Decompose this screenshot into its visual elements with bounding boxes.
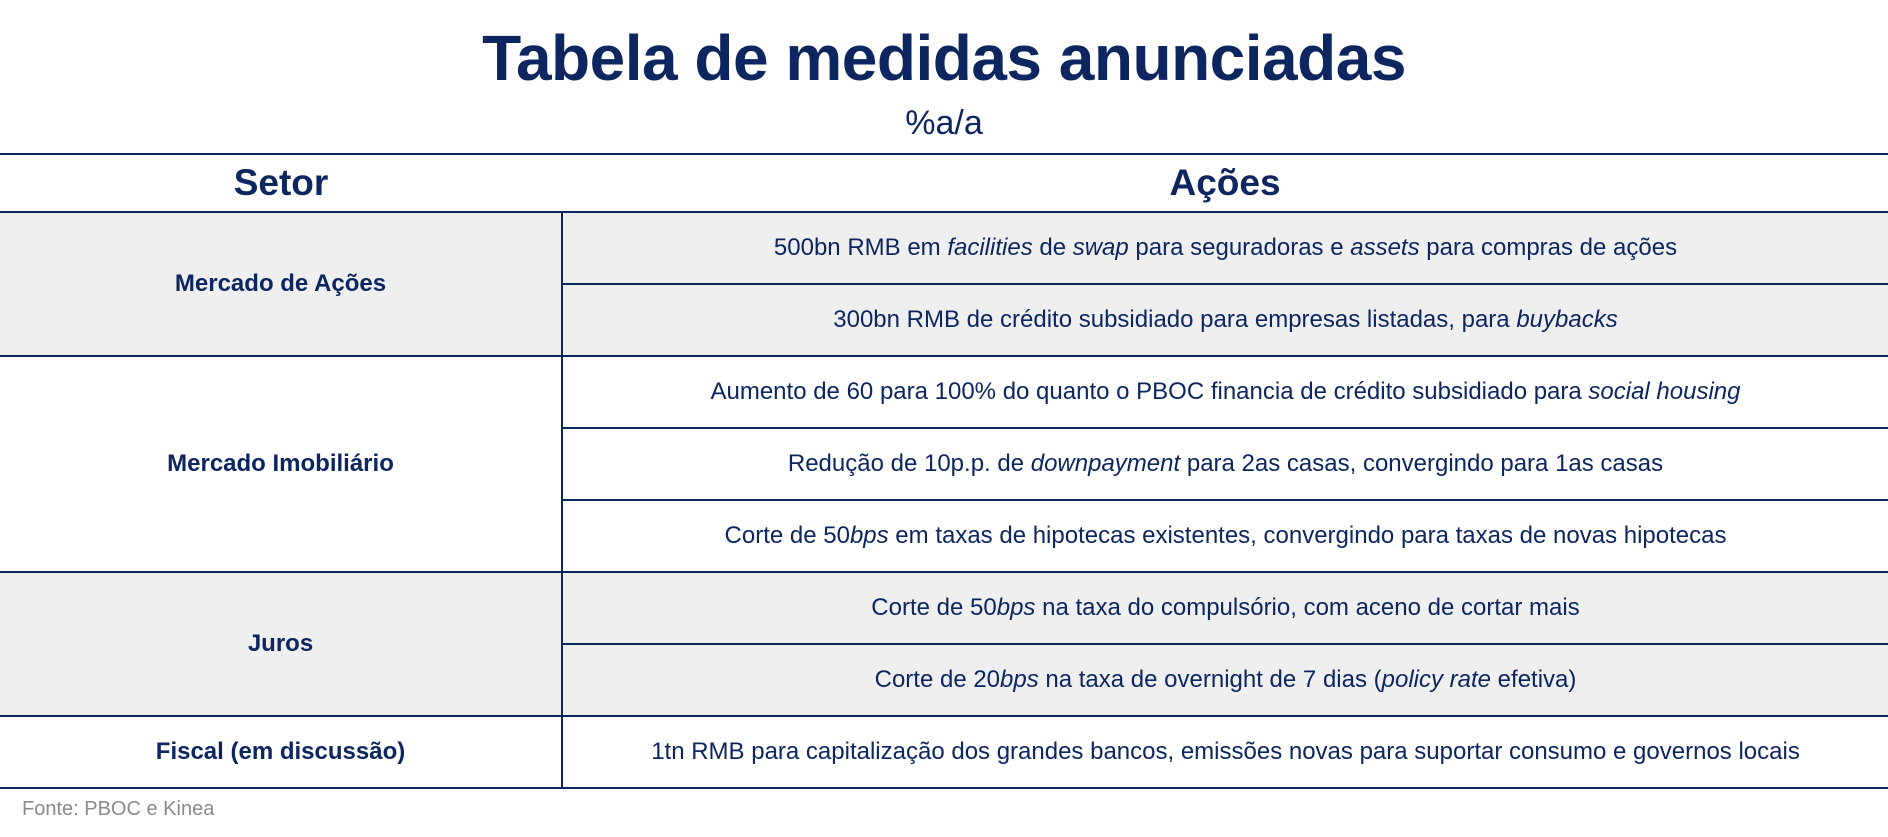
- action-text: na taxa de overnight de 7 dias (: [1038, 666, 1382, 693]
- action-cell: [562, 716, 1888, 788]
- table-row: [0, 356, 1888, 428]
- table-body: [0, 212, 1888, 788]
- action-text: de: [1032, 234, 1073, 261]
- action-text: para 2as casas, convergindo para 1as casas: [1180, 450, 1664, 477]
- action-text: Aumento de 60 para 100% do quanto o PBOC financia de crédito subsidiado para: [710, 378, 1589, 405]
- sector-cell: Mercado de Ações: [0, 212, 562, 356]
- table-header-row: [0, 154, 1888, 212]
- measures-table: [0, 153, 1888, 789]
- action-text-italic: buybacks: [1516, 306, 1618, 333]
- action-text: em taxas de hipotecas existentes, convergindo para taxas de novas hipotecas: [888, 522, 1727, 549]
- sector-cell: Mercado Imobiliário: [0, 356, 562, 572]
- action-text: Redução de 10p.p. de: [787, 450, 1031, 477]
- page-title: Tabela de medidas anunciadas: [482, 22, 1406, 94]
- page-subtitle: %a/a: [905, 104, 983, 142]
- action-text-italic: facilities: [947, 234, 1033, 261]
- sector-cell: Juros: [0, 572, 562, 716]
- action-text: para seguradoras e: [1128, 234, 1351, 261]
- action-cell: [562, 572, 1888, 644]
- header-setor: Setor: [0, 154, 562, 212]
- action-text: Corte de 50: [871, 594, 997, 621]
- action-text-italic: bps: [996, 594, 1036, 621]
- action-text: 500bn RMB em: [773, 234, 948, 261]
- sector-cell: Fiscal (em discussão): [0, 716, 562, 788]
- action-text-italic: downpayment: [1030, 450, 1181, 477]
- action-text: Corte de 20: [874, 666, 1001, 693]
- action-text: efetiva): [1491, 666, 1577, 693]
- action-cell: [562, 284, 1888, 356]
- action-text-italic: swap: [1072, 234, 1129, 261]
- action-text-italic: bps: [849, 522, 889, 549]
- action-text: Corte de 50: [724, 522, 850, 549]
- action-text-italic: policy rate: [1381, 666, 1492, 693]
- header-acoes: Ações: [562, 154, 1888, 212]
- action-text: 1tn RMB para capitalização dos grandes bancos, emissões novas para suportar consumo e governos locais: [651, 738, 1800, 765]
- action-text: 300bn RMB de crédito subsidiado para empresas listadas, para: [833, 306, 1517, 333]
- action-text-italic: bps: [1000, 666, 1039, 693]
- action-cell: [562, 644, 1888, 716]
- action-cell: [562, 212, 1888, 284]
- source-note: Fonte: PBOC e Kinea: [22, 798, 215, 820]
- action-text-italic: social housing: [1588, 378, 1741, 405]
- table-row: [0, 212, 1888, 284]
- action-cell: [562, 428, 1888, 500]
- action-text: para compras de ações: [1419, 234, 1678, 261]
- action-text: na taxa do compulsório, com aceno de cortar mais: [1035, 594, 1580, 621]
- table-row: [0, 716, 1888, 788]
- action-cell: [562, 356, 1888, 428]
- table-row: [0, 572, 1888, 644]
- action-text-italic: assets: [1350, 234, 1420, 261]
- action-cell: [562, 500, 1888, 572]
